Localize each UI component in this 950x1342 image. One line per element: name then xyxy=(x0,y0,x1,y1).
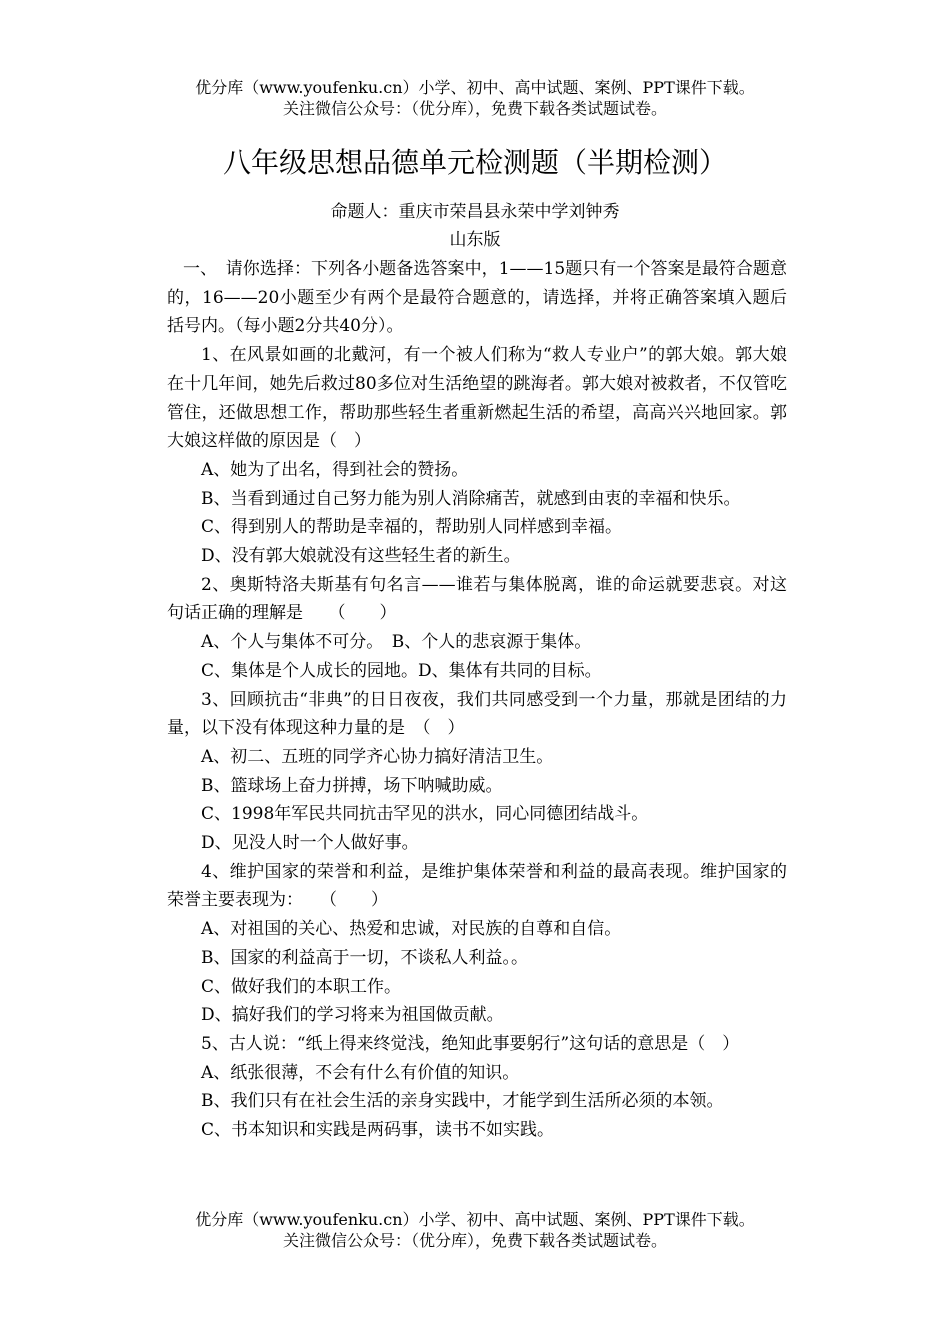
document-edition: 山东版 xyxy=(449,230,501,250)
document-title: 八年级思想品德单元检测题（半期检测） xyxy=(222,146,727,179)
answer-option: D、没有郭大娘就没有这些轻生者的新生。 xyxy=(201,546,521,567)
question-stem: 3、回顾抗击“非典”的日日夜夜，我们共同感受到一个力量，那就是团结的力量，以下没有体现这种力量的是 （ ） xyxy=(167,689,787,739)
answer-option: A、她为了出名，得到社会的赞扬。 xyxy=(201,459,469,480)
answer-option: C、1998年军民共同抗击罕见的洪水，同心同德团结战斗。 xyxy=(201,804,649,825)
answer-option: A、初二、五班的同学齐心协力搞好清洁卫生。 xyxy=(201,746,554,767)
answer-option: D、见没人时一个人做好事。 xyxy=(201,833,419,854)
answer-option: A、纸张很薄，不会有什么有价值的知识。 xyxy=(201,1062,520,1083)
page-footer xyxy=(0,1209,950,1251)
document-author: 命题人：重庆市荣昌县永荣中学刘钟秀 xyxy=(330,202,620,222)
question-stem: 5、古人说：“纸上得来终觉浅，绝知此事要躬行”这句话的意思是（ ） xyxy=(201,1033,740,1054)
question-stem: 2、奥斯特洛夫斯基有句名言——谁若与集体脱离，谁的命运就要悲哀。对这句话正确的理解是 （ ） xyxy=(167,574,787,624)
answer-option: C、书本知识和实践是两码事，读书不如实践。 xyxy=(201,1120,555,1141)
answer-option: D、搞好我们的学习将来为祖国做贡献。 xyxy=(201,1005,504,1026)
answer-option: C、集体是个人成长的园地。D、集体有共同的目标。 xyxy=(201,660,602,681)
footer-line-1: 优分库（www.youfenku.cn）小学、初中、高中试题、案例、PPT课件下载。 xyxy=(195,1210,755,1229)
page-header xyxy=(0,77,950,119)
footer-line-2: 关注微信公众号：（优分库），免费下载各类试题试卷。 xyxy=(282,1231,667,1250)
answer-option: B、篮球场上奋力拼搏，场下呐喊助威。 xyxy=(201,775,503,796)
answer-option: A、个人与集体不可分。 B、个人的悲哀源于集体。 xyxy=(201,632,592,653)
section-instructions: 一、 请你选择：下列各小题备选答案中，1——15题只有一个答案是最符合题意的，16——20小题至少有两个是最符合题意的，请选择，并将正确答案填入题后括号内。（每小题2分共40分）。 xyxy=(167,259,787,337)
header-line-2: 关注微信公众号：（优分库），免费下载各类试题试卷。 xyxy=(282,99,667,118)
question-stem: 4、维护国家的荣誉和利益，是维护集体荣誉和利益的最高表现。维护国家的荣誉主要表现为： （ ） xyxy=(167,861,787,911)
answer-option: B、当看到通过自己努力能为别人消除痛苦，就感到由衷的幸福和快乐。 xyxy=(201,488,741,509)
answer-option: C、做好我们的本职工作。 xyxy=(201,976,402,997)
answer-option: A、对祖国的关心、热爱和忠诚，对民族的自尊和自信。 xyxy=(201,919,622,940)
answer-option: B、国家的利益高于一切，不谈私人利益。。 xyxy=(201,947,528,968)
question-stem: 1、在风景如画的北戴河，有一个被人们称为“救人专业户”的郭大娘。郭大娘在十几年间，她先后救过80多位对生活绝望的跳海者。郭大娘对被救者，不仅管吃管住，还做思想工作，帮助那些轻生者重新燃起生活的希望，高高兴兴地回家。郭大娘这样做的原因是（ ） xyxy=(167,345,787,452)
document-body xyxy=(167,255,787,1145)
header-line-1: 优分库（www.youfenku.cn）小学、初中、高中试题、案例、PPT课件下载。 xyxy=(195,78,755,97)
answer-option: C、得到别人的帮助是幸福的，帮助别人同样感到幸福。 xyxy=(201,517,623,538)
answer-option: B、我们只有在社会生活的亲身实践中，才能学到生活所必须的本领。 xyxy=(201,1091,724,1112)
